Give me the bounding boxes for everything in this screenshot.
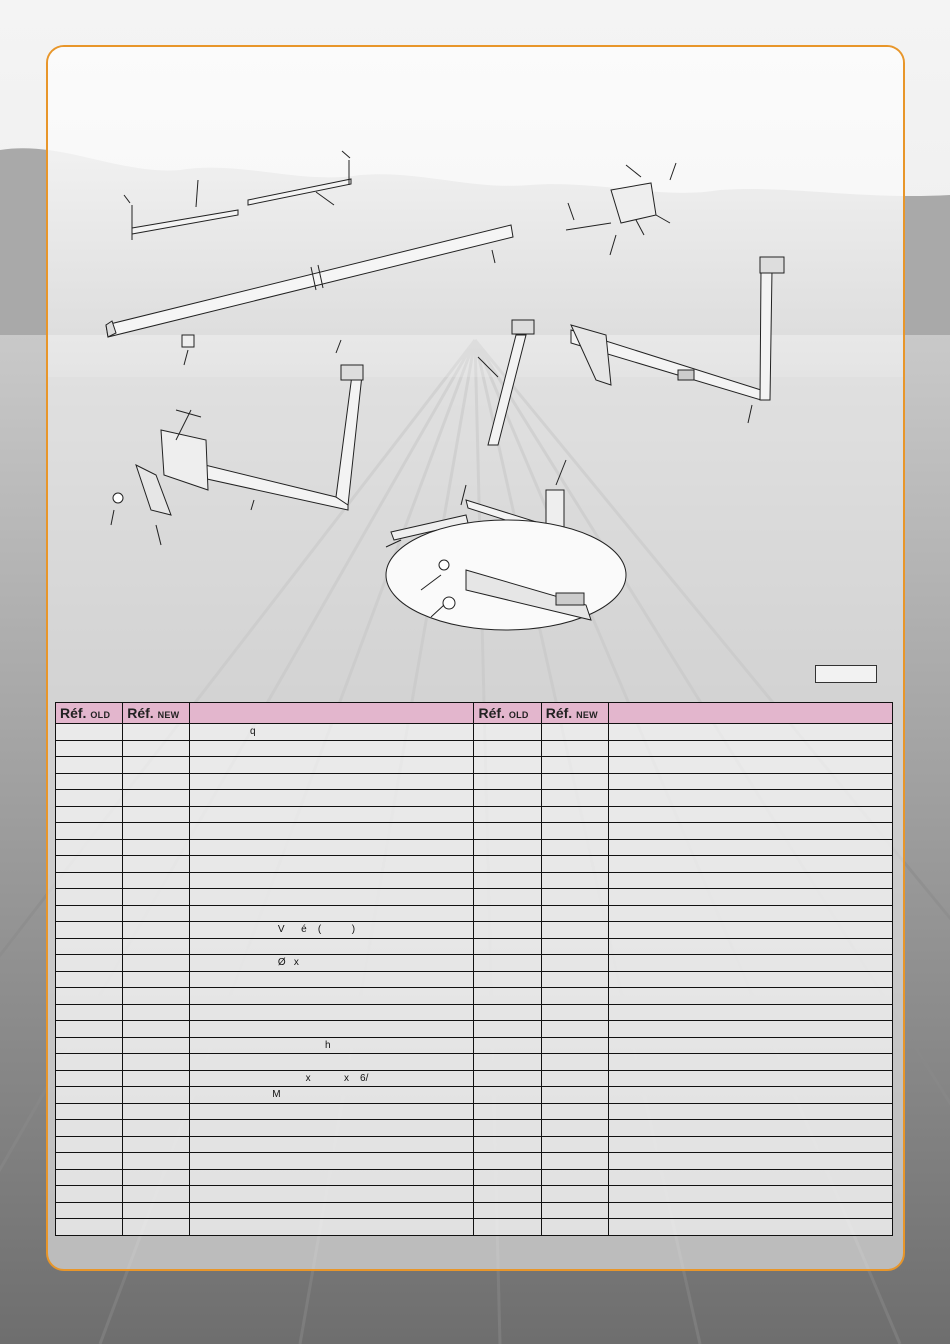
table-row — [56, 922, 893, 939]
table-cell-desc2 — [608, 1037, 892, 1054]
table-cell-desc2 — [608, 1021, 892, 1038]
table-cell-old — [56, 1004, 123, 1021]
table-cell-old2 — [474, 740, 541, 757]
table-cell-old2 — [474, 988, 541, 1005]
header-ref-old-2: Réf. OLD — [474, 703, 541, 724]
table-cell-new — [123, 1136, 190, 1153]
table-cell-desc2 — [608, 1070, 892, 1087]
table-cell-old — [56, 988, 123, 1005]
table-cell-old — [56, 971, 123, 988]
table-cell-new — [123, 971, 190, 988]
table-cell-old2 — [474, 955, 541, 972]
table-cell-new — [123, 1070, 190, 1087]
table-row — [56, 724, 893, 741]
table-cell-new — [123, 1202, 190, 1219]
table-cell-desc — [190, 889, 474, 906]
table-cell-new2 — [541, 806, 608, 823]
table-cell-old — [56, 1070, 123, 1087]
table-row — [56, 938, 893, 955]
table-cell-desc — [190, 1054, 474, 1071]
table-cell-desc — [190, 1169, 474, 1186]
table-cell-new — [123, 1120, 190, 1137]
table-cell-old — [56, 1202, 123, 1219]
table-cell-desc: V é ( ) — [190, 922, 474, 939]
table-cell-new2 — [541, 1070, 608, 1087]
table-cell-desc — [190, 1103, 474, 1120]
table-cell-new — [123, 938, 190, 955]
table-cell-old — [56, 1219, 123, 1236]
table-cell-old — [56, 1186, 123, 1203]
table-cell-new — [123, 1219, 190, 1236]
table-cell-desc2 — [608, 1004, 892, 1021]
table-cell-desc2 — [608, 1219, 892, 1236]
table-row — [56, 955, 893, 972]
table-cell-old2 — [474, 1037, 541, 1054]
table-cell-desc: h — [190, 1037, 474, 1054]
table-cell-old — [56, 740, 123, 757]
table-cell-desc — [190, 1004, 474, 1021]
table-cell-old — [56, 938, 123, 955]
table-cell-old2 — [474, 790, 541, 807]
table-cell-desc — [190, 790, 474, 807]
table-cell-desc2 — [608, 872, 892, 889]
table-cell-new — [123, 740, 190, 757]
table-cell-desc — [190, 806, 474, 823]
table-cell-old2 — [474, 1021, 541, 1038]
table-cell-old2 — [474, 889, 541, 906]
table-cell-desc — [190, 971, 474, 988]
table-cell-desc2 — [608, 740, 892, 757]
table-cell-desc2 — [608, 1120, 892, 1137]
table-cell-new — [123, 856, 190, 873]
table-row — [56, 1202, 893, 1219]
table-row — [56, 740, 893, 757]
table-cell-desc — [190, 1136, 474, 1153]
table-cell-desc — [190, 856, 474, 873]
table-row — [56, 1219, 893, 1236]
table-cell-new — [123, 773, 190, 790]
table-cell-new2 — [541, 1021, 608, 1038]
table-cell-desc: Ø x — [190, 955, 474, 972]
table-cell-old2 — [474, 1153, 541, 1170]
table-cell-old — [56, 1021, 123, 1038]
table-cell-old — [56, 757, 123, 774]
table-cell-old2 — [474, 1169, 541, 1186]
table-row — [56, 1037, 893, 1054]
table-cell-desc — [190, 938, 474, 955]
table-row — [56, 988, 893, 1005]
table-cell-desc2 — [608, 905, 892, 922]
table-cell-new — [123, 988, 190, 1005]
table-cell-new2 — [541, 905, 608, 922]
table-cell-new2 — [541, 988, 608, 1005]
header-description — [190, 703, 474, 724]
support-leg-part — [478, 320, 534, 445]
table-cell-old2 — [474, 922, 541, 939]
table-cell-new — [123, 872, 190, 889]
table-cell-new2 — [541, 823, 608, 840]
header-description-2 — [608, 703, 892, 724]
table-cell-new2 — [541, 938, 608, 955]
table-cell-old — [56, 806, 123, 823]
table-cell-new2 — [541, 922, 608, 939]
table-cell-new2 — [541, 1136, 608, 1153]
table-cell-old2 — [474, 856, 541, 873]
header-ref-new: Réf. NEW — [123, 703, 190, 724]
table-cell-new2 — [541, 1120, 608, 1137]
table-row — [56, 905, 893, 922]
table-cell-old — [56, 872, 123, 889]
table-cell-desc — [190, 1186, 474, 1203]
table-cell-desc — [190, 823, 474, 840]
table-cell-desc: x x 6/ — [190, 1070, 474, 1087]
table-cell-new2 — [541, 971, 608, 988]
table-cell-old — [56, 839, 123, 856]
table-cell-old — [56, 1136, 123, 1153]
table-row — [56, 790, 893, 807]
table-cell-new2 — [541, 740, 608, 757]
table-cell-new2 — [541, 1054, 608, 1071]
table-row — [56, 757, 893, 774]
header-ref-old: Réf. OLD — [56, 703, 123, 724]
table-cell-old2 — [474, 938, 541, 955]
header-ref-new-2: Réf. NEW — [541, 703, 608, 724]
table-cell-old2 — [474, 1186, 541, 1203]
table-cell-old — [56, 955, 123, 972]
parts-table-body — [56, 724, 893, 1236]
table-cell-desc2 — [608, 889, 892, 906]
table-cell-old — [56, 905, 123, 922]
table-row — [56, 1070, 893, 1087]
table-cell-desc2 — [608, 971, 892, 988]
table-cell-old — [56, 1087, 123, 1104]
table-row — [56, 971, 893, 988]
table-cell-desc2 — [608, 790, 892, 807]
table-cell-new2 — [541, 856, 608, 873]
table-cell-old2 — [474, 1004, 541, 1021]
end-cap-part — [182, 335, 194, 365]
table-cell-old — [56, 922, 123, 939]
table-cell-desc2 — [608, 823, 892, 840]
table-cell-desc — [190, 988, 474, 1005]
left-bracket-assembly — [111, 340, 363, 545]
table-cell-desc2 — [608, 988, 892, 1005]
table-cell-old2 — [474, 1219, 541, 1236]
table-cell-old2 — [474, 724, 541, 741]
table-row — [56, 1054, 893, 1071]
connecting-rod-part — [124, 151, 351, 240]
exploded-parts-diagram — [46, 45, 901, 685]
table-cell-old — [56, 889, 123, 906]
table-cell-new2 — [541, 1103, 608, 1120]
table-cell-old — [56, 1054, 123, 1071]
table-cell-desc2 — [608, 1087, 892, 1104]
table-cell-old2 — [474, 823, 541, 840]
table-cell-new — [123, 839, 190, 856]
table-cell-new — [123, 905, 190, 922]
table-cell-desc2 — [608, 724, 892, 741]
table-cell-old2 — [474, 1087, 541, 1104]
table-cell-old2 — [474, 971, 541, 988]
table-row — [56, 872, 893, 889]
table-cell-desc2 — [608, 1054, 892, 1071]
table-cell-new — [123, 1087, 190, 1104]
table-cell-desc — [190, 757, 474, 774]
table-cell-new — [123, 1103, 190, 1120]
table-cell-old — [56, 790, 123, 807]
table-cell-desc — [190, 773, 474, 790]
table-cell-desc — [190, 1153, 474, 1170]
table-row — [56, 1103, 893, 1120]
table-cell-desc2 — [608, 773, 892, 790]
table-cell-desc — [190, 872, 474, 889]
table-cell-desc2 — [608, 839, 892, 856]
table-row — [56, 839, 893, 856]
table-cell-new — [123, 724, 190, 741]
table-cell-old — [56, 1153, 123, 1170]
table-cell-desc2 — [608, 922, 892, 939]
table-cell-new2 — [541, 872, 608, 889]
table-cell-new2 — [541, 1202, 608, 1219]
table-cell-new — [123, 889, 190, 906]
table-row — [56, 1021, 893, 1038]
table-row — [56, 1120, 893, 1137]
table-cell-new — [123, 955, 190, 972]
table-cell-new2 — [541, 955, 608, 972]
table-cell-new — [123, 1037, 190, 1054]
table-cell-desc2 — [608, 1169, 892, 1186]
table-cell-desc2 — [608, 1153, 892, 1170]
table-row — [56, 773, 893, 790]
table-cell-new — [123, 823, 190, 840]
table-row — [56, 823, 893, 840]
table-cell-new — [123, 1169, 190, 1186]
table-cell-old — [56, 773, 123, 790]
table-cell-old2 — [474, 1054, 541, 1071]
table-row — [56, 1004, 893, 1021]
table-row — [56, 889, 893, 906]
table-cell-old2 — [474, 757, 541, 774]
page-reference-box — [815, 665, 877, 683]
table-cell-old — [56, 1103, 123, 1120]
table-cell-old2 — [474, 1103, 541, 1120]
table-cell-desc2 — [608, 938, 892, 955]
table-row — [56, 1136, 893, 1153]
main-beam-part — [106, 225, 513, 337]
table-cell-old — [56, 724, 123, 741]
table-cell-new — [123, 1153, 190, 1170]
table-cell-old2 — [474, 1070, 541, 1087]
table-cell-old2 — [474, 1120, 541, 1137]
table-cell-desc2 — [608, 1202, 892, 1219]
table-row — [56, 1153, 893, 1170]
table-cell-new — [123, 1186, 190, 1203]
table-cell-desc2 — [608, 757, 892, 774]
table-cell-old2 — [474, 806, 541, 823]
table-row — [56, 806, 893, 823]
right-frame-part — [571, 257, 784, 423]
table-cell-desc2 — [608, 856, 892, 873]
table-header-row — [56, 703, 893, 724]
table-cell-new2 — [541, 1087, 608, 1104]
table-row — [56, 856, 893, 873]
table-cell-new2 — [541, 839, 608, 856]
table-cell-new2 — [541, 1169, 608, 1186]
table-cell-new2 — [541, 1004, 608, 1021]
table-cell-desc: q — [190, 724, 474, 741]
table-cell-new2 — [541, 1186, 608, 1203]
table-cell-desc — [190, 1219, 474, 1236]
table-cell-new — [123, 757, 190, 774]
table-cell-old2 — [474, 1136, 541, 1153]
table-cell-new — [123, 806, 190, 823]
table-cell-new2 — [541, 1037, 608, 1054]
table-cell-old — [56, 1120, 123, 1137]
table-cell-new2 — [541, 757, 608, 774]
table-cell-desc — [190, 1120, 474, 1137]
table-row — [56, 1169, 893, 1186]
table-cell-desc2 — [608, 955, 892, 972]
table-row — [56, 1087, 893, 1104]
hinge-bracket-part — [566, 163, 676, 255]
table-cell-new — [123, 790, 190, 807]
table-cell-desc2 — [608, 1136, 892, 1153]
table-cell-desc: M — [190, 1087, 474, 1104]
table-cell-desc2 — [608, 806, 892, 823]
table-cell-new2 — [541, 790, 608, 807]
table-cell-old2 — [474, 1202, 541, 1219]
table-cell-new — [123, 922, 190, 939]
table-cell-old — [56, 823, 123, 840]
table-cell-old2 — [474, 905, 541, 922]
table-cell-old — [56, 856, 123, 873]
table-cell-new2 — [541, 724, 608, 741]
table-cell-old2 — [474, 872, 541, 889]
table-cell-desc2 — [608, 1186, 892, 1203]
table-cell-new — [123, 1054, 190, 1071]
table-cell-old — [56, 1169, 123, 1186]
table-cell-desc — [190, 1021, 474, 1038]
table-cell-new2 — [541, 773, 608, 790]
table-row — [56, 1186, 893, 1203]
table-cell-new2 — [541, 1219, 608, 1236]
table-cell-desc — [190, 740, 474, 757]
table-cell-old2 — [474, 773, 541, 790]
table-cell-old — [56, 1037, 123, 1054]
table-cell-desc — [190, 839, 474, 856]
parts-table — [55, 702, 893, 1236]
table-cell-new2 — [541, 889, 608, 906]
table-cell-old2 — [474, 839, 541, 856]
lower-hitch-assembly — [386, 460, 626, 630]
table-cell-new — [123, 1021, 190, 1038]
table-cell-new2 — [541, 1153, 608, 1170]
table-cell-desc — [190, 1202, 474, 1219]
table-cell-new — [123, 1004, 190, 1021]
table-cell-desc — [190, 905, 474, 922]
table-cell-desc2 — [608, 1103, 892, 1120]
